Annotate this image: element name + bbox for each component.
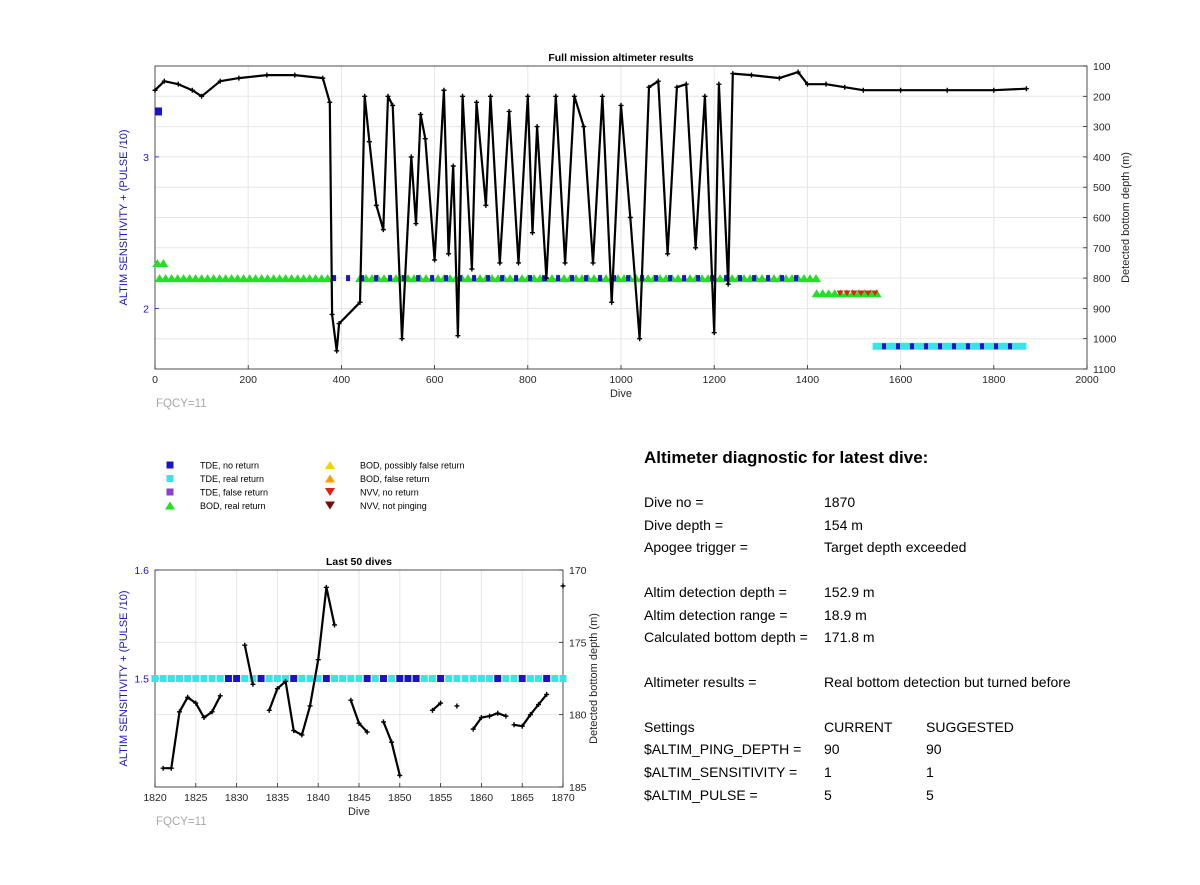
y-axis-label-left: ALTIM SENSITIVITY + (PULSE /10) [118,129,130,306]
status-marker-tde-real [502,675,509,682]
x-tick-label: 2000 [1075,374,1099,386]
bottom-depth-segment [514,694,547,726]
y-axis-label-left: ALTIM SENSITIVITY + (PULSE /10) [118,590,130,767]
status-marker-tde-real [347,675,354,682]
legend-label: TDE, false return [200,487,269,498]
y-tick-label-right: 700 [1093,242,1111,255]
calculated-bottom-label: Calculated bottom depth = [644,629,808,645]
status-marker-tde-real [470,675,477,682]
bottom-depth-point [665,251,670,256]
x-tick-label: 600 [425,374,444,386]
x-tick-label: 1835 [265,792,290,804]
status-marker-tde-no-return [364,675,371,682]
status-marker-tde-no-return [413,675,420,682]
y-tick-label-right: 400 [1093,151,1111,164]
status-marker-tde-no-return [233,675,240,682]
status-marker-tde-real [192,675,199,682]
status-marker-tde-real [560,675,567,682]
bottom-depth-point [1024,86,1029,91]
apogee-label: Apogee trigger = [644,539,748,555]
status-marker-tde-real [176,675,183,682]
status-marker-tde-no-return [938,343,942,349]
diagnostic-title: Altimeter diagnostic for latest dive: [644,448,929,467]
status-marker-tde-no-return [290,675,297,682]
legend-label: BOD, real return [200,501,266,511]
x-tick-label: 1000 [609,374,633,386]
status-marker-tde-real [298,675,305,682]
bottom-depth-point [561,583,566,588]
status-marker-tde-no-return [323,675,330,682]
legend-label: BOD, false return [360,474,430,484]
y-tick-label-right: 600 [1093,212,1111,225]
suggested-header: SUGGESTED [926,719,1014,735]
status-marker-tde-real [241,675,248,682]
bottom-depth-point [332,622,337,627]
status-marker-tde-no-return [780,275,784,281]
apogee-value: Target depth exceeded [824,539,967,555]
bottom-depth-point [169,766,174,771]
detection-depth-label: Altim detection depth = [644,584,787,600]
detection-range-value: 18.9 m [824,607,867,623]
dive-no-label: Dive no = [644,494,704,510]
status-marker-tde-no-return [668,275,672,281]
dive-depth-value: 154 m [824,517,863,533]
y-tick-label-right: 175 [569,637,587,650]
bottom-depth-segment [384,722,400,776]
status-marker-tde-real [152,675,159,682]
y-tick-label-left: 2 [143,303,149,316]
x-tick-label: 1800 [982,374,1006,386]
status-marker-tde-no-return [952,343,956,349]
status-marker-tde-no-return [910,343,914,349]
x-tick-label: 1400 [795,374,820,386]
pulse-current: 5 [824,787,832,803]
status-marker-tde-no-return [225,675,232,682]
bottom-depth-point [242,643,247,648]
x-tick-label: 1845 [347,792,371,804]
ping-depth-current: 90 [824,741,840,757]
legend-label: TDE, real return [200,474,265,484]
settings-label: Settings [644,719,695,735]
status-marker-tde-real [527,675,534,682]
status-marker-tde-no-return [437,675,444,682]
y-tick-label-right: 200 [1093,91,1111,104]
status-marker-tde-real [217,675,224,682]
x-tick-label: 1865 [510,792,534,804]
status-marker-tde-real [356,675,363,682]
status-marker-tde-real [511,675,518,682]
pulse-label: $ALTIM_PULSE = [644,787,758,803]
bottom-depth-point [702,94,707,99]
legend-label: NVV, not pinging [360,501,427,511]
bottom-depth-point [250,682,255,687]
bottom-depth-point [861,88,866,93]
x-tick-label: 1855 [428,792,453,804]
bottom-depth-point [716,82,721,87]
status-marker-tde-no-return [396,675,403,682]
fqcy-annotation: FQCY=11 [156,398,207,410]
x-axis-label: Dive [609,388,633,400]
x-tick-label: 200 [239,374,257,386]
bottom-depth-point [308,703,313,708]
bottom-depth-point [454,703,459,708]
status-marker-tde-real [478,675,485,682]
bottom-depth-point [726,282,731,287]
status-marker-tde-real [274,675,281,682]
status-marker-tde-real [307,675,314,682]
status-marker-tde-real [168,675,175,682]
results-label: Altimeter results = [644,674,757,690]
calculated-bottom-value: 171.8 m [824,629,875,645]
bottom-depth-point [316,657,321,662]
detection-depth-value: 152.9 m [824,584,875,600]
status-marker-tde-no-return [1008,343,1012,349]
status-marker-tde-real [445,675,452,682]
status-marker-tde-no-return [980,343,984,349]
bottom-depth-point [512,722,517,727]
x-tick-label: 1825 [184,792,208,804]
y-tick-label-right: 170 [569,565,587,577]
status-marker-tde-real [266,675,273,682]
status-marker-tde-real [339,675,346,682]
x-axis-label: Dive [347,806,371,818]
legend-label: BOD, possibly false return [360,460,465,471]
x-tick-label: 800 [519,374,537,386]
status-marker-tde-real [388,675,395,682]
status-marker-tde-real [551,675,558,682]
current-header: CURRENT [824,719,893,735]
status-marker-tde-no-return [752,275,756,281]
status-marker-tde-no-return [494,675,501,682]
status-marker-tde-no-return [924,343,928,349]
bottom-depth-point [674,85,679,90]
bottom-depth-point [684,82,689,87]
ping-depth-label: $ALTIM_PING_DEPTH = [644,741,802,757]
status-marker-tde-real [184,675,191,682]
status-marker-tde-real [462,675,469,682]
x-tick-label: 1820 [143,792,167,804]
status-marker-tde-real [209,675,216,682]
fqcy-annotation: FQCY=11 [156,816,207,828]
y-axis-label-right: Detected bottom depth (m) [588,613,600,744]
bottom-depth-point [161,766,166,771]
status-marker-tde-real [200,675,207,682]
x-tick-label: 0 [152,374,158,386]
x-tick-label: 1830 [224,792,249,804]
bottom-depth-point [693,245,698,250]
sensitivity-label: $ALTIM_SENSITIVITY = [644,764,798,780]
x-tick-label: 1600 [888,374,913,386]
bottom-depth-point [842,85,847,90]
status-marker-tde-real [453,675,460,682]
status-marker-tde-no-return [380,675,387,682]
x-tick-label: 1200 [702,374,726,386]
y-tick-label-right: 1100 [1093,364,1116,376]
sensitivity-current: 1 [824,764,832,780]
x-tick-label: 400 [332,374,351,386]
chart-title: Last 50 dives [326,556,392,568]
bottom-depth-point [397,773,402,778]
bottom-depth-point [945,88,950,93]
dive-depth-label: Dive depth = [644,517,723,533]
status-marker-tde-no-return [966,343,970,349]
status-marker-tde-no-return [682,275,686,281]
y-axis-label-right: Detected bottom depth (m) [1120,152,1132,283]
detection-range-label: Altim detection range = [644,607,788,623]
y-tick-label-right: 900 [1093,303,1111,316]
status-marker-tde-no-return [404,675,411,682]
ping-depth-suggested: 90 [926,741,942,757]
legend-label: NVV, no return [360,487,419,498]
bottom-depth-point [324,585,329,590]
y-tick-label-right: 800 [1093,273,1111,286]
bottom-depth-point [824,82,829,87]
status-marker-tde-no-return [519,675,526,682]
bottom-depth-point [712,330,717,335]
status-marker-tde-no-return [654,275,658,281]
y-tick-label-left: 1.6 [134,565,149,577]
x-tick-label: 1840 [306,792,330,804]
bottom-depth-point [991,88,996,93]
y-tick-label-right: 185 [569,782,587,794]
status-marker-tde-real [331,675,338,682]
status-marker-tde-no-return [994,343,998,349]
y-tick-label-left: 1.5 [134,673,149,686]
y-tick-label-right: 100 [1093,61,1111,73]
sensitivity-suggested: 1 [926,764,934,780]
status-band-tde-real [873,343,1027,350]
chart-title: Full mission altimeter results [548,52,694,64]
bottom-depth-segment [163,696,220,768]
y-tick-label-right: 1000 [1093,333,1117,346]
status-marker-tde-no-return [896,343,900,349]
status-marker-tde-no-return [794,275,798,281]
status-marker-tde-real [421,675,428,682]
bottom-depth-segment [432,703,440,710]
x-tick-label: 1860 [469,792,494,804]
bottom-depth-point [898,88,903,93]
status-marker-tde-no-return [696,275,700,281]
legend-label: TDE, no return [200,460,260,471]
status-marker-tde-real [429,675,436,682]
y-tick-label-left: 3 [143,151,149,164]
status-marker-tde-no-return [543,675,550,682]
y-tick-label-right: 300 [1093,121,1111,134]
status-marker-tde-real [535,675,542,682]
status-marker-tde-no-return [882,343,886,349]
x-tick-label: 1870 [551,792,575,804]
results-value: Real bottom detection but turned before [824,674,1071,690]
status-marker-tde-no-return [766,275,770,281]
bottom-depth-point [749,73,754,78]
pulse-suggested: 5 [926,787,934,803]
status-marker-tde-no-return [258,675,265,682]
bottom-depth-point [777,76,782,81]
y-tick-label-right: 180 [569,709,587,722]
bottom-depth-point [348,698,353,703]
bottom-depth-point [730,71,735,76]
status-marker-tde-real [372,675,379,682]
dive-no-value: 1870 [824,494,856,510]
status-marker-tde-real [160,675,167,682]
status-marker-tde-real [486,675,493,682]
status-marker-tde-no-return [738,275,742,281]
bottom-depth-segment [269,587,334,735]
y-tick-label-right: 500 [1093,182,1111,195]
x-tick-label: 1850 [388,792,412,804]
